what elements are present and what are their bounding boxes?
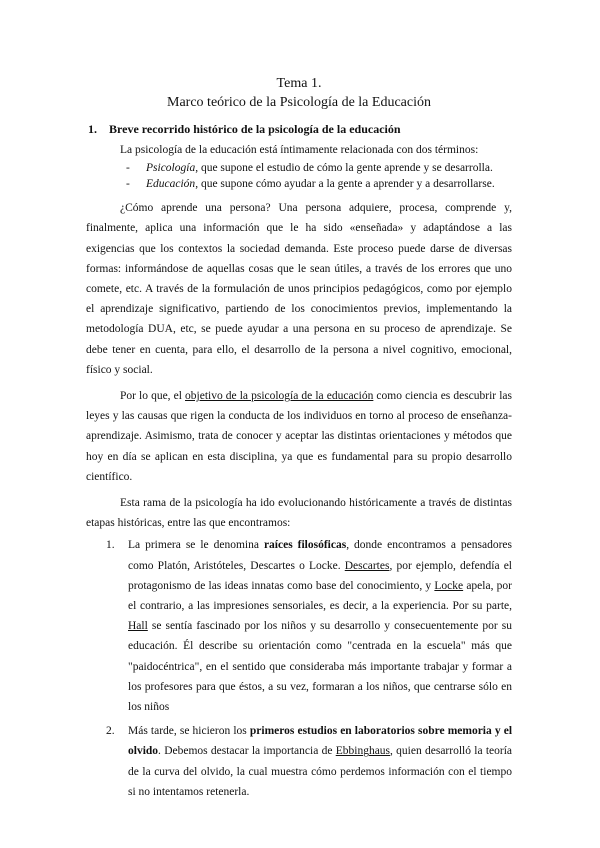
stage-text: se sentía fascinado por los niños y su desarrollo y consecuentemente por su educación. Él describe su orientación como "centrada en la escuela" más que "paidocéntrica", en el sentido que consideraba más importante trabajar y formar a los profesores para que éstos, a su vez, formaran a los niños, que centrarse sólo en los niños (128, 620, 512, 714)
intro-paragraph: La psicología de la educación está íntimamente relacionada con dos términos: (120, 144, 479, 156)
stage-number: 2. (106, 725, 115, 738)
underlined-name-hall: Hall (128, 620, 148, 633)
paragraph-objective (86, 386, 512, 487)
stage-item (106, 535, 512, 717)
section-number: 1. (88, 122, 97, 136)
term-description: , que supone cómo ayudar a la gente a aprender y a desarrollarse. (195, 178, 495, 191)
stage-text: . Debemos destacar la importancia de (158, 745, 336, 758)
term-description: , que supone el estudio de cómo la gente aprende y se desarrolla. (195, 162, 493, 175)
underlined-name-ebbinghaus: Ebbinghaus (335, 745, 391, 758)
underlined-name-locke: Locke (434, 579, 464, 592)
stage-text: Más tarde, se hicieron los (128, 725, 250, 738)
section-heading (88, 120, 512, 138)
title-line-1: Tema 1. (276, 76, 322, 91)
paragraph-text: Por lo que, el (120, 390, 186, 403)
stage-bold-term: primeros estudios en laboratorios sobre memoria y el olvido (128, 725, 513, 758)
objective-underlined: objetivo de la psicología de la educación (185, 390, 374, 403)
paragraph-how-learns: ¿Cómo aprende una persona? Una persona adquiere, procesa, comprende y, finalmente, aplica una información que le ha sido «enseñada» y adaptándose a las exigencias que los contextos la sociedad demanda. Este proceso puede darse de diversas formas: informándose de aquellas cosas que le sean útiles, a través de los errores que uno comete, etc. A través de la formulación de unos principios pedagógicos, como por ejemplo el aprendizaje significativo, partiendo de los conocimientos previos, implementando la metodología DUA, etc, se puede ayudar a una persona en su proceso de aprendizaje. Se debe tener en cuenta, para ello, el desarrollo de la persona a nivel cognitivo, emocional, físico y social. (86, 202, 512, 376)
list-item (126, 160, 512, 176)
document-title (86, 74, 512, 112)
section-heading-text: Breve recorrido histórico de la psicología de la educación (109, 122, 401, 136)
term-name: Psicología (146, 162, 196, 175)
stage-text: La primera se le denomina (128, 539, 264, 552)
paragraph-evolution: Esta rama de la psicología ha ido evolucionando históricamente a través de distintas etapas históricas, entre las que encontramos: (86, 497, 512, 530)
stage-text: apela, por el contrario, a las impresiones sensoriales, es decir, a la experiencia. Por su parte, (128, 579, 512, 613)
paragraph-text: como ciencia es descubrir las leyes y las causas que rigen la conducta de los individuos en torno al proceso de enseñanza-aprendizaje. Asimismo, trata de conocer y aceptar las distintas orientaciones y métodos que hoy en día se aplican en esta disciplina, ya que es fundamental para su propio desarrollo científico. (86, 390, 512, 483)
term-name: Educación (146, 178, 196, 191)
terms-list (86, 160, 512, 192)
stage-text: , donde encontramos a pensadores como Platón, Aristóteles, Descartes o Locke. (128, 539, 512, 572)
title-line-2: Marco teórico de la Psicología de la Educación (167, 95, 431, 110)
stage-item (106, 721, 512, 802)
stage-text: , quien desarrolló la teoría de la curva del olvido, la cual muestra cómo perdemos información con el tiempo si no intentamos retenerla. (128, 745, 512, 798)
list-item (126, 176, 512, 192)
stages-list (86, 535, 512, 802)
stage-number: 1. (106, 539, 115, 552)
underlined-name-descartes: Descartes (344, 559, 390, 572)
stage-text: , por ejemplo, defendía el protagonismo de las ideas innatas como base del conocimiento, y (128, 559, 513, 592)
stage-bold-term: raíces filosóficas (263, 539, 347, 552)
